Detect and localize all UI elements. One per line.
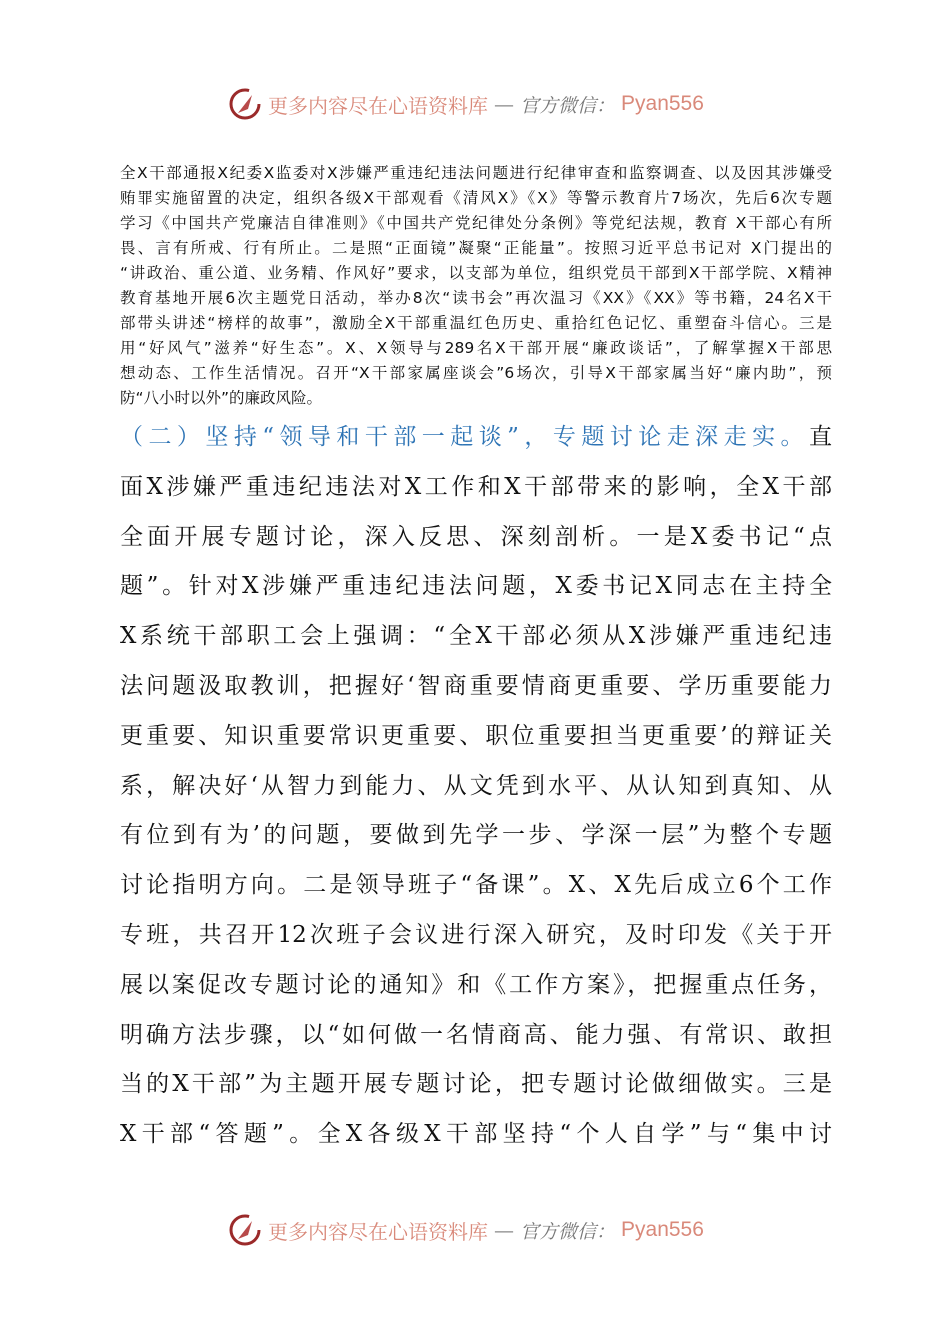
text-line: 系，解决好‘从智力到能力、从文凭到水平、从认知到真知、从 bbox=[120, 772, 832, 799]
text-line: 讨论指明方向。二是领导班子“备课”。X、X先后成立6个工作 bbox=[120, 872, 832, 899]
text-line: 有位到有为’的问题，要做到先学一步、学深一层”为整个专题 bbox=[120, 822, 832, 849]
banner-wechat-id: Pyan556 bbox=[621, 1218, 704, 1241]
text-line: X系统干部职工会上强调：“全X干部必须从X涉嫌严重违纪违 bbox=[120, 623, 832, 650]
text-line: 当的X干部”为主题开展专题讨论，把专题讨论做细做实。三是 bbox=[120, 1071, 832, 1098]
text-line: 防“八小时以外”的廉政风险。 bbox=[120, 389, 323, 407]
text-line: “讲政治、重公道、业务精、作风好”要求，以支部为单位，组织党员干部到X干部学院、X精神 bbox=[120, 264, 832, 282]
quill-logo-icon bbox=[228, 1213, 262, 1247]
text-line: 明确方法步骤，以“如何做一名情商高、能力强、有常识、敢担 bbox=[120, 1021, 832, 1048]
banner-wechat-id: Pyan556 bbox=[621, 92, 704, 115]
text-line: 部带头讲述“榜样的故事”，激励全X干部重温红色历史、重拾红色记忆、重塑奋斗信心。三是 bbox=[120, 314, 832, 332]
text-line: 专班，共召开12次班子会议进行深入研究，及时印发《关于开 bbox=[120, 921, 832, 948]
text-line: 展以案促改专题讨论的通知》和《工作方案》，把握重点任务， bbox=[120, 971, 832, 998]
text-line: 贿罪实施留置的决定，组织各级X干部观看《清风X》《X》等警示教育片7场次，先后6次专题 bbox=[120, 189, 832, 207]
text-line: 学习《中国共产党廉洁自律准则》《中国共产党纪律处分条例》等党纪法规，教育 X干部心有所 bbox=[120, 214, 832, 232]
header-watermark-banner bbox=[228, 84, 728, 124]
text-line: 法问题汲取教训，把握好‘智商重要情商更重要、学历重要能力 bbox=[120, 672, 832, 699]
section-heading: （二）坚持“领导和干部一起谈”，专题讨论走深走实。 bbox=[120, 424, 809, 450]
text-line: 全X干部通报X纪委X监委对X涉嫌严重违纪违法问题进行纪律审查和监察调查、以及因其涉嫌受 bbox=[120, 164, 832, 182]
text-line: 想动态、工作生活情况。召开“X干部家属座谈会”6场次，引导X干部家属当好“廉内助”，预 bbox=[120, 364, 832, 382]
text-line: 用“好风气”滋养“好生态”。X、X领导与289名X干部开展“廉政谈话”，了解掌握X干部思 bbox=[120, 339, 832, 357]
text-line: 更重要、知识重要常识更重要、职位重要担当更重要’的辩证关 bbox=[120, 722, 832, 749]
banner-dash: — bbox=[494, 1218, 514, 1242]
text-line: 教育基地开展6次主题党日活动，举办8次“读书会”再次温习《XX》《XX》等书籍，24名X干 bbox=[120, 289, 832, 307]
footer-watermark-banner bbox=[228, 1210, 728, 1250]
banner-wechat-label: 官方微信： bbox=[520, 94, 616, 117]
paragraph-small bbox=[120, 161, 832, 411]
section-2 bbox=[120, 413, 832, 1160]
text-line: 面X涉嫌严重违纪违法对X工作和X干部带来的影响，全X干部 bbox=[120, 473, 832, 500]
text-fragment: 直 bbox=[809, 424, 832, 450]
banner-text: 更多内容尽在心语资料库 bbox=[268, 1219, 488, 1244]
text-line: 题”。针对X涉嫌严重违纪违法问题，X委书记X同志在主持全 bbox=[120, 573, 832, 600]
text-line: X干部“答题”。全X各级X干部坚持“个人自学”与“集中讨 bbox=[120, 1121, 832, 1148]
quill-logo-icon bbox=[228, 87, 262, 121]
text-line bbox=[120, 413, 832, 463]
banner-wechat-label: 官方微信： bbox=[520, 1220, 616, 1243]
text-line: 畏、言有所戒、行有所止。二是照“正面镜”凝聚“正能量”。按照习近平总书记对 X门提出的 bbox=[120, 239, 832, 257]
text-line: 全面开展专题讨论，深入反思、深刻剖析。一是X委书记“点 bbox=[120, 523, 832, 550]
banner-text: 更多内容尽在心语资料库 bbox=[268, 93, 488, 118]
banner-dash: — bbox=[494, 92, 514, 116]
